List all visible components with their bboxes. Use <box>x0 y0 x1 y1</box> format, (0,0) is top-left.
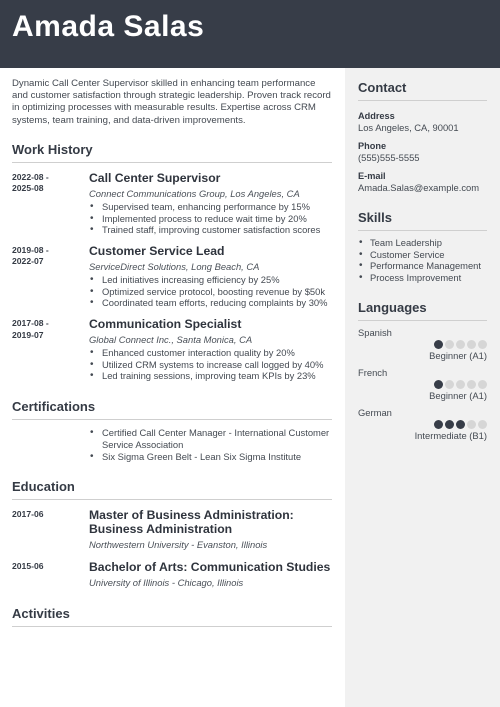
sidebar <box>345 68 500 707</box>
education-school: University of Illinois - Chicago, Illinois <box>89 577 244 589</box>
job-title: Call Center Supervisor <box>89 170 221 185</box>
skills-list <box>358 237 487 284</box>
job-company: Connect Communications Group, Los Angeles, CA <box>89 187 300 199</box>
language-level: Beginner (A1) <box>429 349 487 361</box>
main-column <box>12 78 332 627</box>
job-date-end: 2019-07 <box>12 329 44 340</box>
candidate-name: Amada Salas <box>12 10 205 43</box>
email-value: Amada.Salas@example.com <box>358 182 480 193</box>
job-date-end: 2022-07 <box>12 256 44 267</box>
skills-heading: Skills <box>358 210 487 231</box>
job-bullet: • Optimized service protocol, boosting revenue by $50k <box>89 286 332 298</box>
rating-dot-empty <box>467 340 476 349</box>
job-entry <box>12 317 332 382</box>
phone-value: (555)555-5555 <box>358 152 420 163</box>
job-dates <box>12 318 82 341</box>
job-bullets <box>89 201 332 236</box>
job-company: ServiceDirect Solutions, Long Beach, CA <box>89 260 260 272</box>
job-bullet: • Trained staff, improving customer satisfaction scores <box>89 224 332 236</box>
rating-dot-filled <box>445 420 454 429</box>
job-title: Customer Service Lead <box>89 243 225 258</box>
rating-dot-filled <box>434 340 443 349</box>
job-entry <box>12 171 332 236</box>
language-rating <box>358 340 487 349</box>
language-name: French <box>358 366 388 378</box>
activities-heading: Activities <box>12 606 332 627</box>
job-bullet: • Coordinated team efforts, reducing complaints by 30% <box>89 297 332 309</box>
rating-dot-empty <box>445 340 454 349</box>
education-degree: Bachelor of Arts: Communication Studies <box>89 560 331 575</box>
languages-list <box>358 327 487 441</box>
rating-dot-filled <box>434 420 443 429</box>
language-item <box>358 367 487 401</box>
rating-dot-empty <box>456 380 465 389</box>
job-date-start: 2017-08 - <box>12 318 49 329</box>
certifications-list <box>89 427 332 462</box>
education-heading: Education <box>12 479 332 500</box>
job-bullets <box>89 274 332 309</box>
rating-dot-empty <box>445 380 454 389</box>
rating-dot-filled <box>434 380 443 389</box>
language-level: Beginner (A1) <box>429 389 487 401</box>
job-title: Communication Specialist <box>89 317 242 332</box>
phone-label: Phone <box>358 141 387 151</box>
job-dates <box>12 172 82 195</box>
education-entry <box>12 560 332 588</box>
education-date: 2017-06 <box>12 509 44 520</box>
education-entry <box>12 508 332 550</box>
rating-dot-empty <box>478 420 487 429</box>
rating-dot-filled <box>456 420 465 429</box>
language-rating <box>358 420 487 429</box>
job-bullet: • Enhanced customer interaction quality by 20% <box>89 347 332 359</box>
language-level: Intermediate (B1) <box>414 429 487 441</box>
certification-item: • Certified Call Center Manager - International Customer Service Association <box>89 427 332 450</box>
education-degree: Master of Business Administration: Business Administration <box>89 508 294 537</box>
job-entry <box>12 244 332 309</box>
job-bullet: • Led initiatives increasing efficiency by 25% <box>89 274 332 286</box>
rating-dot-empty <box>456 340 465 349</box>
professional-summary: Dynamic Call Center Supervisor skilled in enhancing team performance and customer satisfaction through strategic leadership. Proven track record in optimizing processes with measurable results. Expertise across CRM systems, team training, and data-driven improvements. <box>12 78 331 126</box>
header-banner <box>0 0 500 68</box>
language-rating <box>358 380 487 389</box>
rating-dot-empty <box>478 380 487 389</box>
rating-dot-empty <box>478 340 487 349</box>
job-date-end: 2025-08 <box>12 183 44 194</box>
skill-item: • Customer Service <box>358 249 487 261</box>
skill-item: • Team Leadership <box>358 237 487 249</box>
contact-heading: Contact <box>358 80 487 101</box>
rating-dot-empty <box>467 380 476 389</box>
job-bullet: • Utilized CRM systems to increase call logged by 40% <box>89 359 332 371</box>
education-date: 2015-06 <box>12 561 44 572</box>
address-label: Address <box>358 111 395 121</box>
education-school: Northwestern University - Evanston, Illinois <box>89 539 268 551</box>
languages-heading: Languages <box>358 300 487 321</box>
job-bullet: • Implemented process to reduce wait time by 20% <box>89 213 332 225</box>
work-history-heading: Work History <box>12 142 332 163</box>
email-label: E-mail <box>358 171 386 181</box>
language-item <box>358 327 487 361</box>
job-bullet: • Supervised team, enhancing performance by 15% <box>89 201 332 213</box>
skill-item: • Process Improvement <box>358 272 487 284</box>
language-item <box>358 407 487 441</box>
skill-item: • Performance Management <box>358 260 487 272</box>
job-bullets <box>89 347 332 382</box>
rating-dot-empty <box>467 420 476 429</box>
job-company: Global Connect Inc., Santa Monica, CA <box>89 334 253 346</box>
language-name: Spanish <box>358 326 392 338</box>
job-date-start: 2022-08 - <box>12 171 49 182</box>
certification-item: • Six Sigma Green Belt - Lean Six Sigma Institute <box>89 451 332 463</box>
certifications-heading: Certifications <box>12 399 332 420</box>
language-name: German <box>358 406 392 418</box>
job-bullet: • Led training sessions, improving team KPIs by 23% <box>89 370 332 382</box>
address-value: Los Angeles, CA, 90001 <box>358 122 459 133</box>
job-date-start: 2019-08 - <box>12 244 49 255</box>
job-dates <box>12 245 82 268</box>
